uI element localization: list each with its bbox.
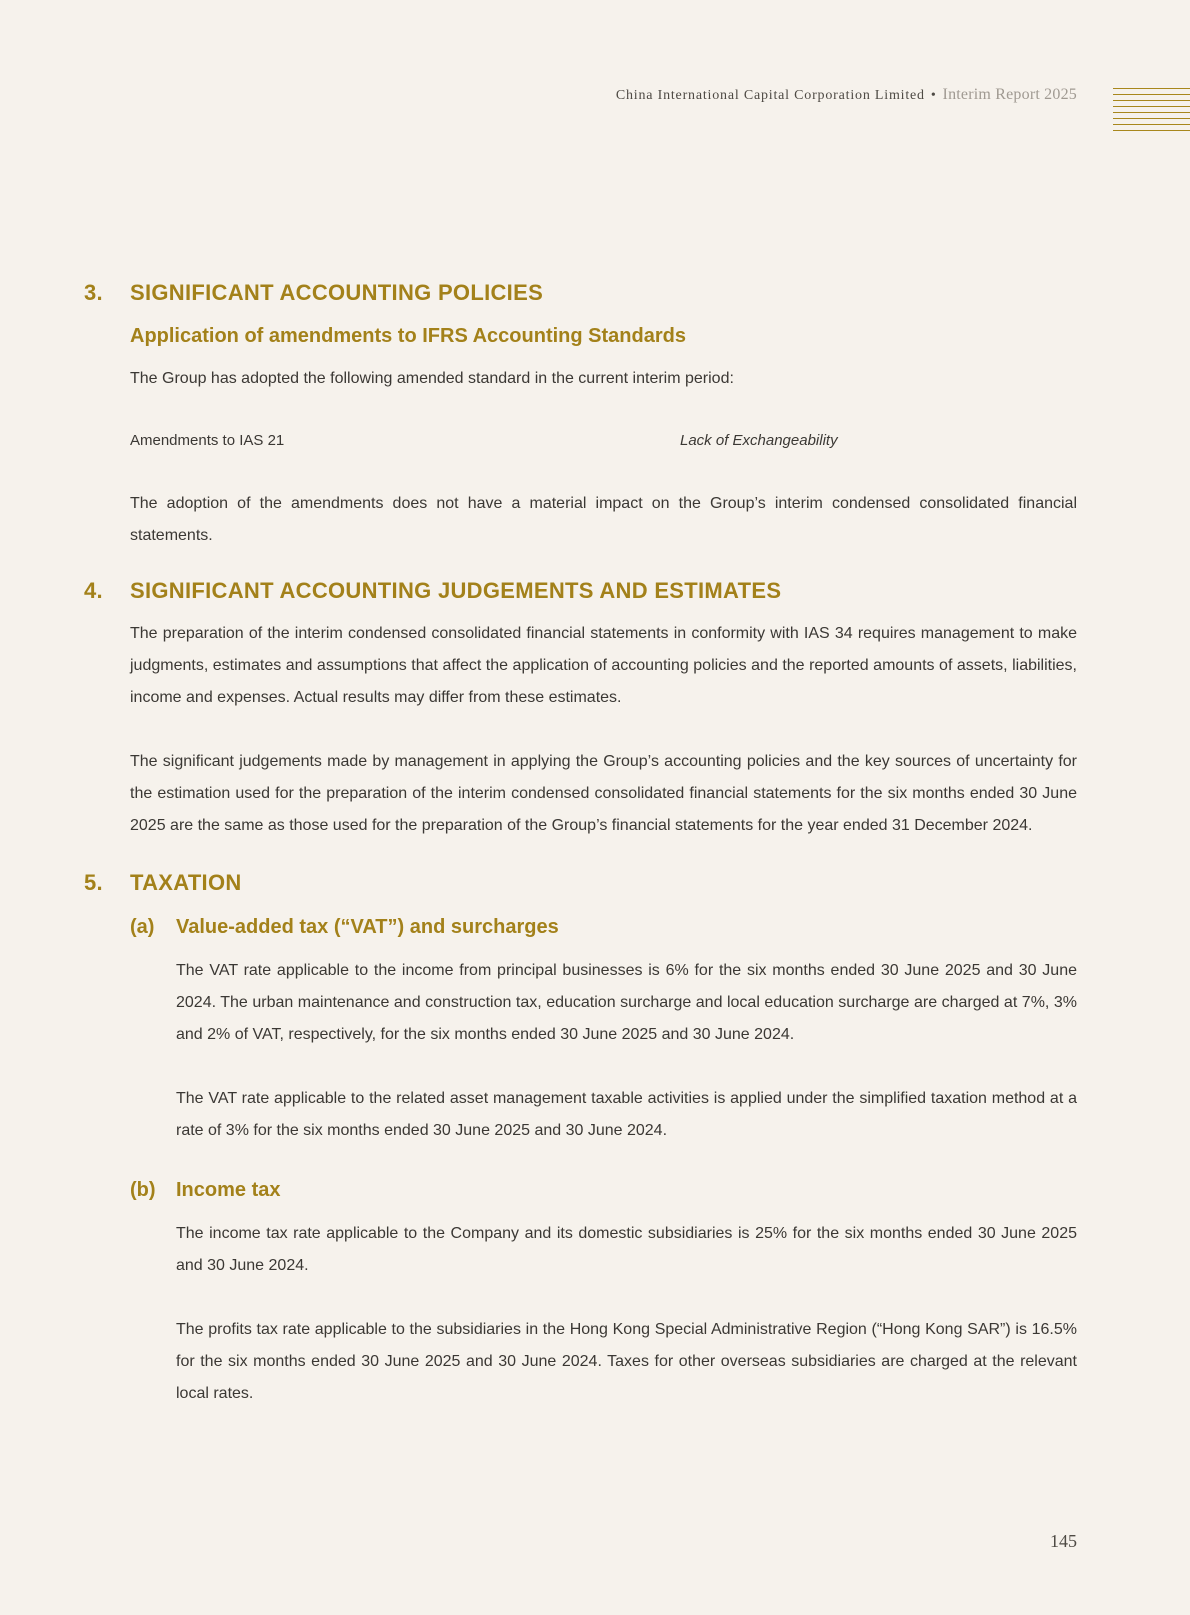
- standards-row: [130, 425, 1077, 457]
- section-3-number: 3.: [84, 280, 103, 305]
- section-5a-heading: [130, 912, 1077, 942]
- section-5b-title: Income tax: [176, 1179, 281, 1201]
- section-4-heading: [84, 576, 1077, 606]
- section-5b-paragraph-1: The income tax rate applicable to the Company and its domestic subsidiaries is 25% for the six months ended 30 June 2025 and 30 June 2024.: [176, 1225, 1077, 1274]
- header-separator: •: [930, 88, 937, 103]
- standard-name: Amendments to IAS 21: [130, 432, 285, 449]
- section-5b-label: (b): [130, 1179, 156, 1201]
- section-5b-paragraph-2: The profits tax rate applicable to the subsidiaries in the Hong Kong Special Administrative Region (“Hong Kong SAR”) is 16.5% for the six months ended 30 June 2025 and 30 June 2024. Taxes for other overseas subsidiaries are charged at the relevant local rates.: [176, 1321, 1077, 1402]
- section-4-paragraph-2: The significant judgements made by management in applying the Group’s accounting policies and the key sources of uncertainty for the estimation used for the preparation of the interim condensed consolidated financial statements for the six months ended 30 June 2025 are the same as those used for the preparation of the Group’s financial statements for the year ended 31 December 2024.: [130, 753, 1077, 834]
- section-5a-title: Value-added tax (“VAT”) and surcharges: [176, 916, 559, 938]
- section-5-title: TAXATION: [130, 870, 242, 895]
- running-header: [616, 86, 1077, 104]
- section-4-number: 4.: [84, 578, 103, 603]
- section-3-subtitle: Application of amendments to IFRS Accounting Standards: [130, 325, 686, 347]
- section-5-number: 5.: [84, 870, 103, 895]
- section-3-heading: [84, 278, 1077, 308]
- section-5a-label: (a): [130, 916, 155, 938]
- standard-title: Lack of Exchangeability: [680, 432, 838, 449]
- page-number: 145: [1050, 1531, 1077, 1551]
- header-report-title: Interim Report 2025: [942, 86, 1077, 103]
- section-5a-paragraph-1: The VAT rate applicable to the income from principal businesses is 6% for the six months ended 30 June 2025 and 30 June 2024. The urban maintenance and construction tax, education surcharge and local education surcharge are charged at 7%, 3% and 2% of VAT, respectively, for the six months ended 30 June 2025 and 30 June 2024.: [176, 962, 1077, 1043]
- header-company: China International Capital Corporation Limited: [615, 88, 925, 103]
- decorative-lines: [1113, 88, 1190, 136]
- section-3-intro: The Group has adopted the following amended standard in the current interim period:: [130, 370, 734, 387]
- section-4-title: SIGNIFICANT ACCOUNTING JUDGEMENTS AND ESTIMATES: [130, 578, 782, 603]
- section-3-title: SIGNIFICANT ACCOUNTING POLICIES: [130, 280, 544, 305]
- section-5-heading: [84, 868, 1077, 898]
- section-4-paragraph-1: The preparation of the interim condensed consolidated financial statements in conformity with IAS 34 requires management to make judgments, estimates and assumptions that affect the application of accounting policies and the reported amounts of assets, liabilities, income and expenses. Actual results may differ from these estimates.: [130, 625, 1077, 706]
- section-5a-paragraph-2: The VAT rate applicable to the related asset management taxable activities is applied under the simplified taxation method at a rate of 3% for the six months ended 30 June 2025 and 30 June 2024.: [176, 1090, 1077, 1139]
- section-3-conclusion: The adoption of the amendments does not have a material impact on the Group’s interim condensed consolidated financial statements.: [130, 495, 1077, 544]
- page-content: [84, 278, 1077, 1410]
- section-5b-heading: [130, 1175, 1077, 1205]
